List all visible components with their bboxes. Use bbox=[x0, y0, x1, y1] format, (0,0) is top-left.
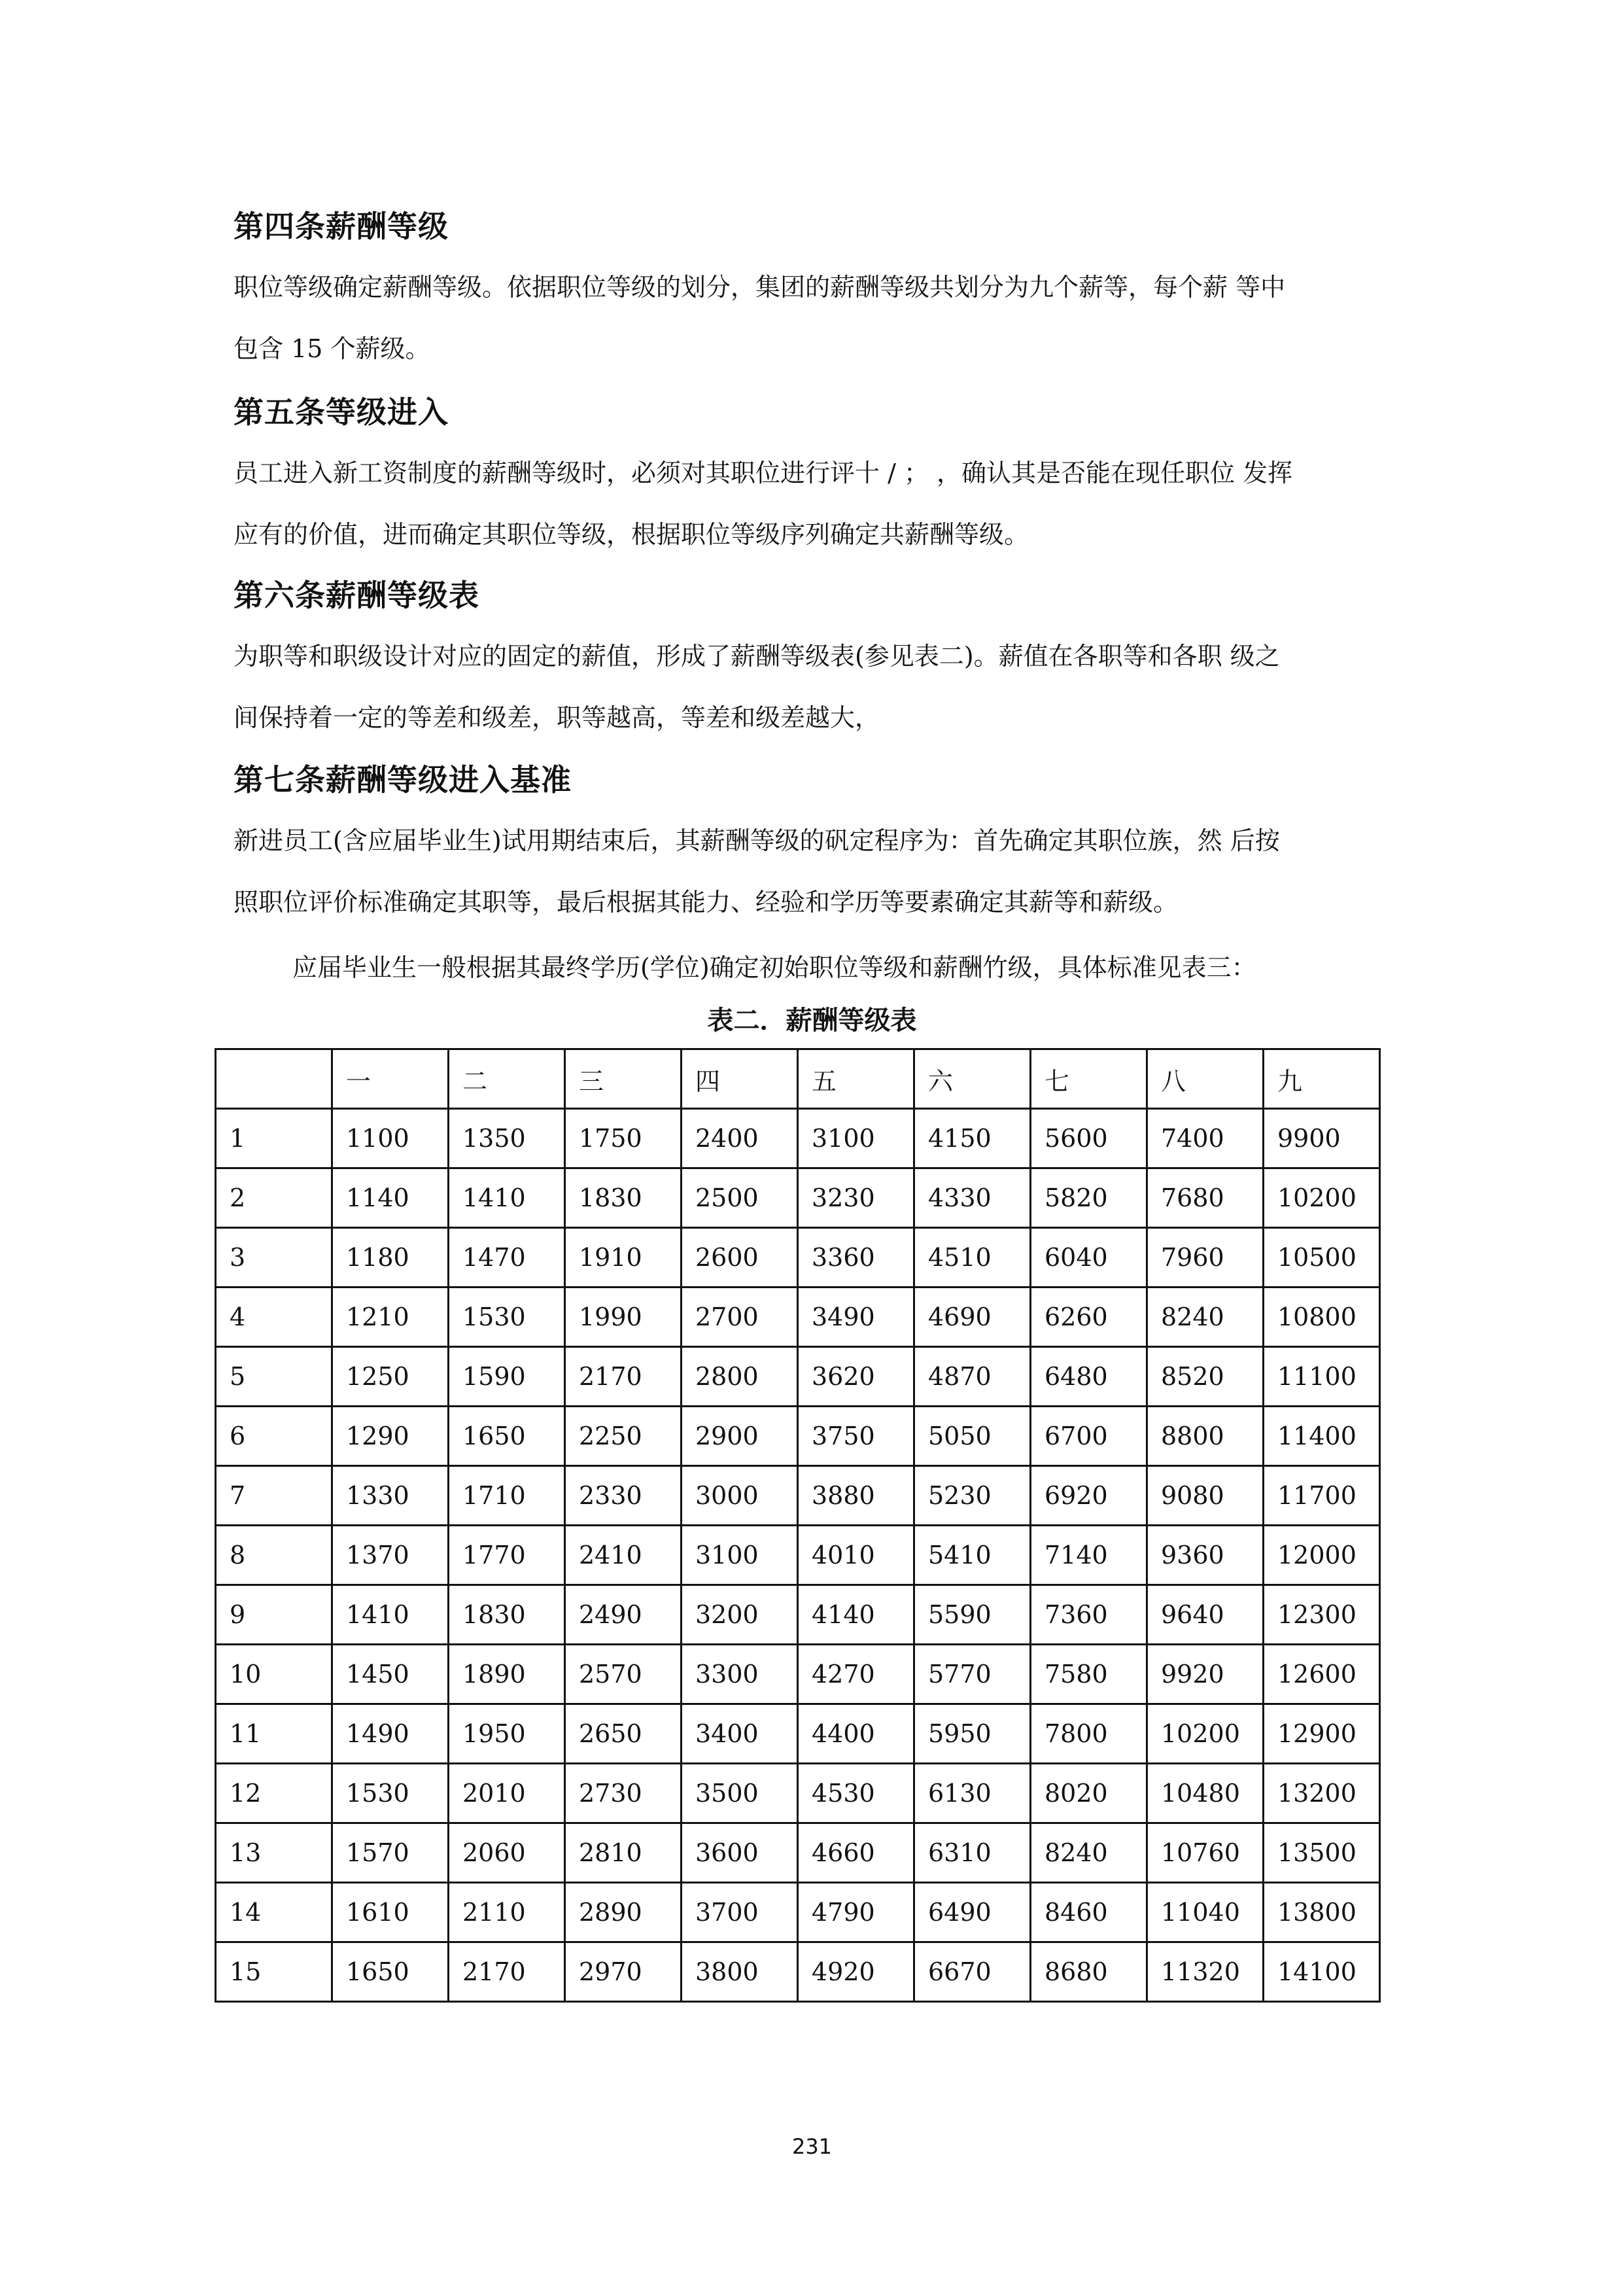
salary-cell: 3500 bbox=[682, 1764, 798, 1823]
salary-cell: 2800 bbox=[682, 1347, 798, 1407]
salary-cell: 3200 bbox=[682, 1585, 798, 1645]
salary-cell: 12600 bbox=[1264, 1645, 1380, 1704]
row-level-cell: 1 bbox=[216, 1109, 332, 1168]
salary-cell: 2890 bbox=[565, 1883, 682, 1942]
salary-cell: 10480 bbox=[1147, 1764, 1264, 1823]
paragraph-line: 新进员工(含应届毕业生)试用期结束后，其薪酬等级的矾定程序为：首先确定其职位族，然 后按 bbox=[233, 826, 1280, 855]
column-header-grade: 一 bbox=[332, 1049, 449, 1109]
salary-cell: 1370 bbox=[332, 1526, 449, 1585]
salary-cell: 1830 bbox=[565, 1168, 682, 1228]
salary-cell: 2810 bbox=[565, 1823, 682, 1883]
salary-cell: 2570 bbox=[565, 1645, 682, 1704]
section-heading-5: 第五条等级进入 bbox=[233, 394, 449, 430]
salary-cell: 1410 bbox=[332, 1585, 449, 1645]
paragraph-line: 为职等和职级设计对应的固定的薪值，形成了薪酬等级表(参见表二)。薪值在各职等和各职 级之 bbox=[233, 642, 1280, 671]
salary-cell: 2010 bbox=[449, 1764, 565, 1823]
row-level-cell: 11 bbox=[216, 1704, 332, 1764]
salary-cell: 3360 bbox=[798, 1228, 914, 1288]
salary-cell: 11320 bbox=[1147, 1942, 1264, 2002]
salary-cell: 1530 bbox=[449, 1288, 565, 1347]
row-level-cell: 4 bbox=[216, 1288, 332, 1347]
row-level-cell: 12 bbox=[216, 1764, 332, 1823]
row-level-cell: 10 bbox=[216, 1645, 332, 1704]
salary-cell: 13500 bbox=[1264, 1823, 1380, 1883]
salary-cell: 6130 bbox=[914, 1764, 1031, 1823]
salary-cell: 5600 bbox=[1031, 1109, 1147, 1168]
salary-cell: 1330 bbox=[332, 1466, 449, 1526]
salary-cell: 3300 bbox=[682, 1645, 798, 1704]
salary-cell: 9920 bbox=[1147, 1645, 1264, 1704]
row-level-cell: 7 bbox=[216, 1466, 332, 1526]
salary-cell: 6310 bbox=[914, 1823, 1031, 1883]
column-header-grade: 五 bbox=[798, 1049, 914, 1109]
salary-cell: 1100 bbox=[332, 1109, 449, 1168]
salary-cell: 2700 bbox=[682, 1288, 798, 1347]
salary-cell: 1590 bbox=[449, 1347, 565, 1407]
salary-cell: 2900 bbox=[682, 1407, 798, 1466]
salary-cell: 1140 bbox=[332, 1168, 449, 1228]
salary-cell: 8800 bbox=[1147, 1407, 1264, 1466]
salary-cell: 1490 bbox=[332, 1704, 449, 1764]
salary-cell: 2410 bbox=[565, 1526, 682, 1585]
salary-cell: 2250 bbox=[565, 1407, 682, 1466]
salary-cell: 8240 bbox=[1031, 1823, 1147, 1883]
table-row bbox=[216, 1347, 1380, 1407]
table-row bbox=[216, 1585, 1380, 1645]
section-heading-6: 第六条薪酬等级表 bbox=[233, 578, 479, 613]
salary-cell: 5820 bbox=[1031, 1168, 1147, 1228]
salary-cell: 1530 bbox=[332, 1764, 449, 1823]
table-row bbox=[216, 1168, 1380, 1228]
salary-cell: 5590 bbox=[914, 1585, 1031, 1645]
salary-cell: 2970 bbox=[565, 1942, 682, 2002]
salary-cell: 4330 bbox=[914, 1168, 1031, 1228]
paragraph-line: 应届毕业生一般根据其最终学历(学位)确定初始职位等级和薪酬竹级，具体标准见表三： bbox=[292, 953, 1256, 982]
salary-cell: 2500 bbox=[682, 1168, 798, 1228]
salary-cell: 2490 bbox=[565, 1585, 682, 1645]
salary-cell: 9080 bbox=[1147, 1466, 1264, 1526]
salary-cell: 8680 bbox=[1031, 1942, 1147, 2002]
salary-cell: 12900 bbox=[1264, 1704, 1380, 1764]
salary-cell: 14100 bbox=[1264, 1942, 1380, 2002]
salary-cell: 10760 bbox=[1147, 1823, 1264, 1883]
salary-cell: 7400 bbox=[1147, 1109, 1264, 1168]
row-level-cell: 5 bbox=[216, 1347, 332, 1407]
salary-cell: 8240 bbox=[1147, 1288, 1264, 1347]
salary-cell: 1830 bbox=[449, 1585, 565, 1645]
salary-cell: 3880 bbox=[798, 1466, 914, 1526]
salary-cell: 8460 bbox=[1031, 1883, 1147, 1942]
table-row bbox=[216, 1704, 1380, 1764]
paragraph-line: 员工进入新工资制度的薪酬等级时，必须对其职位进行评十 / ； ，确认其是否能在现任职位 发挥 bbox=[233, 459, 1293, 487]
salary-cell: 6670 bbox=[914, 1942, 1031, 2002]
salary-cell: 3100 bbox=[798, 1109, 914, 1168]
salary-cell: 1210 bbox=[332, 1288, 449, 1347]
salary-cell: 7360 bbox=[1031, 1585, 1147, 1645]
row-level-cell: 6 bbox=[216, 1407, 332, 1466]
salary-cell: 2330 bbox=[565, 1466, 682, 1526]
column-header-grade: 四 bbox=[682, 1049, 798, 1109]
salary-cell: 1910 bbox=[565, 1228, 682, 1288]
salary-cell: 4270 bbox=[798, 1645, 914, 1704]
row-level-cell: 3 bbox=[216, 1228, 332, 1288]
salary-cell: 5410 bbox=[914, 1526, 1031, 1585]
salary-cell: 1750 bbox=[565, 1109, 682, 1168]
table-row bbox=[216, 1407, 1380, 1466]
table-header-row bbox=[216, 1049, 1380, 1109]
paragraph-line: 应有的价值，进而确定其职位等级，根据职位等级序列确定共薪酬等级。 bbox=[233, 520, 1029, 549]
salary-cell: 8520 bbox=[1147, 1347, 1264, 1407]
paragraph-line: 照职位评价标准确定其职等，最后根据其能力、经验和学历等要素确定其薪等和薪级。 bbox=[233, 888, 1179, 917]
salary-cell: 7580 bbox=[1031, 1645, 1147, 1704]
column-header-grade: 六 bbox=[914, 1049, 1031, 1109]
salary-grade-table bbox=[215, 1048, 1381, 2003]
salary-cell: 6480 bbox=[1031, 1347, 1147, 1407]
salary-cell: 4790 bbox=[798, 1883, 914, 1942]
salary-cell: 1710 bbox=[449, 1466, 565, 1526]
column-header-grade: 二 bbox=[449, 1049, 565, 1109]
salary-cell: 6490 bbox=[914, 1883, 1031, 1942]
salary-cell: 10800 bbox=[1264, 1288, 1380, 1347]
salary-cell: 3490 bbox=[798, 1288, 914, 1347]
salary-cell: 2060 bbox=[449, 1823, 565, 1883]
row-level-cell: 2 bbox=[216, 1168, 332, 1228]
salary-cell: 3000 bbox=[682, 1466, 798, 1526]
salary-cell: 5950 bbox=[914, 1704, 1031, 1764]
salary-cell: 4140 bbox=[798, 1585, 914, 1645]
salary-cell: 4150 bbox=[914, 1109, 1031, 1168]
salary-cell: 2170 bbox=[565, 1347, 682, 1407]
salary-cell: 10200 bbox=[1147, 1704, 1264, 1764]
salary-cell: 12000 bbox=[1264, 1526, 1380, 1585]
column-header-grade: 三 bbox=[565, 1049, 682, 1109]
column-header-grade: 七 bbox=[1031, 1049, 1147, 1109]
table-row bbox=[216, 1942, 1380, 2002]
salary-cell: 1180 bbox=[332, 1228, 449, 1288]
salary-cell: 4400 bbox=[798, 1704, 914, 1764]
salary-cell: 2110 bbox=[449, 1883, 565, 1942]
table-row bbox=[216, 1109, 1380, 1168]
salary-cell: 10500 bbox=[1264, 1228, 1380, 1288]
salary-cell: 4920 bbox=[798, 1942, 914, 2002]
salary-cell: 7800 bbox=[1031, 1704, 1147, 1764]
salary-cell: 1350 bbox=[449, 1109, 565, 1168]
salary-cell: 1650 bbox=[332, 1942, 449, 2002]
salary-cell: 7960 bbox=[1147, 1228, 1264, 1288]
table-row bbox=[216, 1288, 1380, 1347]
page-number: 231 bbox=[791, 2134, 833, 2159]
salary-cell: 6700 bbox=[1031, 1407, 1147, 1466]
salary-cell: 11100 bbox=[1264, 1347, 1380, 1407]
salary-cell: 6040 bbox=[1031, 1228, 1147, 1288]
salary-cell: 6260 bbox=[1031, 1288, 1147, 1347]
salary-cell: 3400 bbox=[682, 1704, 798, 1764]
salary-cell: 3700 bbox=[682, 1883, 798, 1942]
salary-cell: 3230 bbox=[798, 1168, 914, 1228]
salary-cell: 4660 bbox=[798, 1823, 914, 1883]
salary-cell: 8020 bbox=[1031, 1764, 1147, 1823]
table-corner-cell bbox=[216, 1049, 332, 1109]
salary-cell: 10200 bbox=[1264, 1168, 1380, 1228]
section-paragraph-7 bbox=[233, 810, 1450, 933]
salary-cell: 4870 bbox=[914, 1347, 1031, 1407]
salary-cell: 3750 bbox=[798, 1407, 914, 1466]
salary-cell: 2400 bbox=[682, 1109, 798, 1168]
salary-cell: 2730 bbox=[565, 1764, 682, 1823]
row-level-cell: 14 bbox=[216, 1883, 332, 1942]
salary-cell: 3600 bbox=[682, 1823, 798, 1883]
salary-cell: 2170 bbox=[449, 1942, 565, 2002]
salary-cell: 13800 bbox=[1264, 1883, 1380, 1942]
table-row bbox=[216, 1645, 1380, 1704]
salary-cell: 3620 bbox=[798, 1347, 914, 1407]
section-paragraph-5 bbox=[233, 442, 1450, 565]
salary-cell: 11400 bbox=[1264, 1407, 1380, 1466]
salary-cell: 4530 bbox=[798, 1764, 914, 1823]
salary-cell: 1610 bbox=[332, 1883, 449, 1942]
paragraph-line: 包含 15 个薪级。 bbox=[233, 334, 430, 363]
table-row bbox=[216, 1466, 1380, 1526]
salary-cell: 2600 bbox=[682, 1228, 798, 1288]
paragraph-line: 间保持着一定的等差和级差，职等越高，等差和级差越大， bbox=[233, 703, 880, 732]
salary-cell: 6920 bbox=[1031, 1466, 1147, 1526]
salary-cell: 7680 bbox=[1147, 1168, 1264, 1228]
table-row bbox=[216, 1764, 1380, 1823]
salary-cell: 4510 bbox=[914, 1228, 1031, 1288]
table-row bbox=[216, 1823, 1380, 1883]
row-level-cell: 9 bbox=[216, 1585, 332, 1645]
salary-cell: 1250 bbox=[332, 1347, 449, 1407]
section-paragraph-6 bbox=[233, 625, 1450, 748]
row-level-cell: 8 bbox=[216, 1526, 332, 1585]
section-heading-7: 第七条薪酬等级进入基准 bbox=[233, 762, 572, 797]
salary-cell: 2650 bbox=[565, 1704, 682, 1764]
row-level-cell: 15 bbox=[216, 1942, 332, 2002]
table-caption: 表二．薪酬等级表 bbox=[707, 1006, 917, 1036]
column-header-grade: 九 bbox=[1264, 1049, 1380, 1109]
salary-cell: 9900 bbox=[1264, 1109, 1380, 1168]
salary-cell: 1470 bbox=[449, 1228, 565, 1288]
salary-cell: 1950 bbox=[449, 1704, 565, 1764]
salary-cell: 3800 bbox=[682, 1942, 798, 2002]
salary-cell: 1990 bbox=[565, 1288, 682, 1347]
salary-cell: 12300 bbox=[1264, 1585, 1380, 1645]
salary-cell: 11040 bbox=[1147, 1883, 1264, 1942]
salary-cell: 1570 bbox=[332, 1823, 449, 1883]
salary-cell: 9360 bbox=[1147, 1526, 1264, 1585]
salary-cell: 3100 bbox=[682, 1526, 798, 1585]
section-heading-4: 第四条薪酬等级 bbox=[233, 209, 449, 244]
paragraph-line: 职位等级确定薪酬等级。依据职位等级的划分，集团的薪酬等级共划分为九个薪等，每个薪 等中 bbox=[233, 273, 1286, 302]
salary-cell: 1650 bbox=[449, 1407, 565, 1466]
salary-cell: 5050 bbox=[914, 1407, 1031, 1466]
salary-cell: 4010 bbox=[798, 1526, 914, 1585]
table-row bbox=[216, 1526, 1380, 1585]
salary-cell: 7140 bbox=[1031, 1526, 1147, 1585]
salary-cell: 9640 bbox=[1147, 1585, 1264, 1645]
salary-cell: 1290 bbox=[332, 1407, 449, 1466]
salary-cell: 5770 bbox=[914, 1645, 1031, 1704]
salary-cell: 1770 bbox=[449, 1526, 565, 1585]
section-paragraph-4 bbox=[233, 256, 1450, 379]
salary-cell: 1410 bbox=[449, 1168, 565, 1228]
graduate-paragraph bbox=[292, 937, 1509, 998]
table-row bbox=[216, 1883, 1380, 1942]
row-level-cell: 13 bbox=[216, 1823, 332, 1883]
salary-cell: 1890 bbox=[449, 1645, 565, 1704]
salary-cell: 1450 bbox=[332, 1645, 449, 1704]
salary-cell: 13200 bbox=[1264, 1764, 1380, 1823]
salary-cell: 4690 bbox=[914, 1288, 1031, 1347]
table-row bbox=[216, 1228, 1380, 1288]
salary-cell: 11700 bbox=[1264, 1466, 1380, 1526]
column-header-grade: 八 bbox=[1147, 1049, 1264, 1109]
salary-cell: 5230 bbox=[914, 1466, 1031, 1526]
